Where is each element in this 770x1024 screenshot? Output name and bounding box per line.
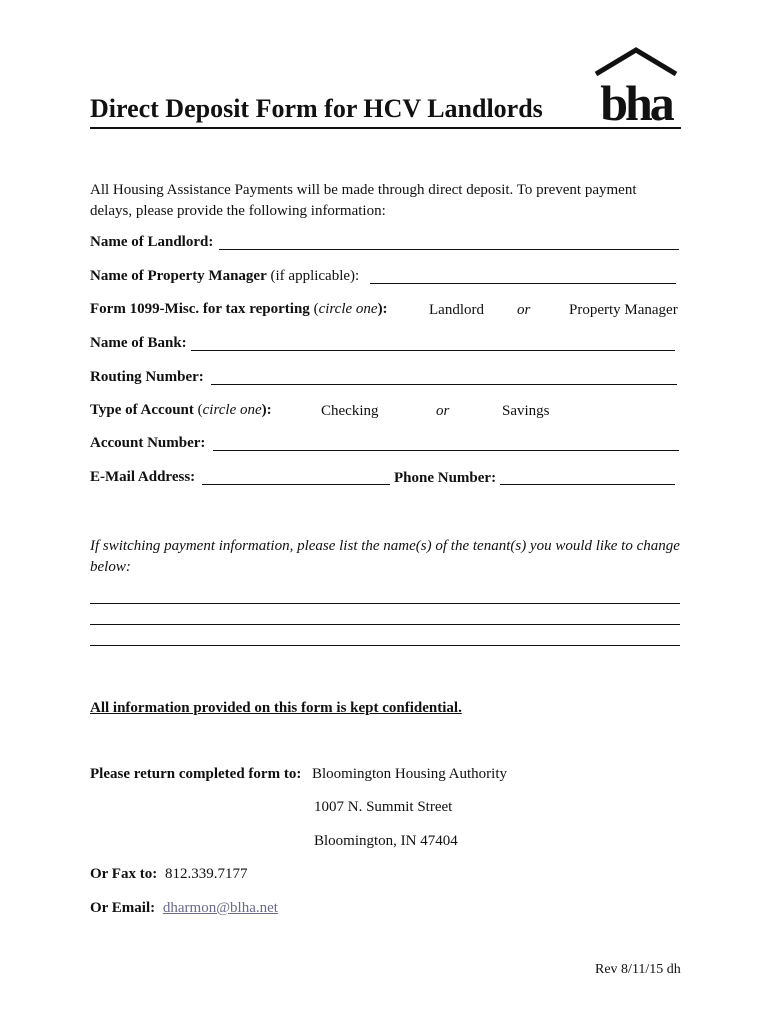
account-type-or: or bbox=[436, 403, 450, 419]
tenant-line-2[interactable] bbox=[90, 624, 680, 625]
phone-number-line[interactable] bbox=[500, 484, 675, 485]
revision-note: Rev 8/11/15 dh bbox=[595, 962, 681, 977]
form-1099-label: Form 1099-Misc. for tax reporting bbox=[90, 301, 310, 317]
return-address-line-3: Bloomington, IN 47404 bbox=[314, 833, 458, 849]
tenant-line-1[interactable] bbox=[90, 603, 680, 604]
fax-row bbox=[90, 865, 247, 883]
form-1099-circle-note: circle one bbox=[318, 301, 378, 317]
landlord-name-label: Name of Landlord: bbox=[90, 234, 214, 250]
form-1099-option-property-manager[interactable]: Property Manager bbox=[569, 302, 678, 318]
bank-name-field bbox=[90, 335, 187, 352]
property-manager-field bbox=[90, 268, 359, 285]
phone-number-label: Phone Number: bbox=[394, 470, 497, 486]
bank-name-label: Name of Bank: bbox=[90, 335, 187, 351]
fax-label: Or Fax to: bbox=[90, 866, 158, 882]
account-type-option-checking[interactable]: Checking bbox=[321, 403, 379, 419]
email-row bbox=[90, 899, 278, 917]
email-contact-label: Or Email: bbox=[90, 900, 156, 916]
account-number-field bbox=[90, 435, 205, 452]
return-address-line-1: Bloomington Housing Authority bbox=[312, 766, 508, 782]
bank-name-line[interactable] bbox=[191, 350, 675, 351]
intro-text: All Housing Assistance Payments will be made through direct deposit. To prevent payment delays, please provide the following information: bbox=[90, 182, 637, 219]
page-title: Direct Deposit Form for HCV Landlords bbox=[90, 94, 543, 123]
form-1099-paren-open: ( bbox=[313, 301, 319, 317]
property-manager-line[interactable] bbox=[370, 283, 676, 284]
landlord-name-field bbox=[90, 234, 213, 251]
account-type-paren-open: ( bbox=[197, 402, 203, 418]
landlord-name-line[interactable] bbox=[219, 249, 679, 250]
account-number-line[interactable] bbox=[213, 450, 679, 451]
account-type-circle-note: circle one bbox=[202, 402, 262, 418]
form-1099-paren-close: ): bbox=[377, 301, 388, 317]
account-type-option-savings[interactable]: Savings bbox=[502, 403, 550, 419]
email-address-field bbox=[90, 469, 195, 486]
title-rule bbox=[90, 127, 681, 129]
property-manager-label: Name of Property Manager bbox=[90, 268, 267, 284]
account-type-label: Type of Account bbox=[90, 402, 194, 418]
form-1099-option-landlord[interactable]: Landlord bbox=[429, 302, 484, 318]
bha-logo bbox=[590, 44, 682, 124]
routing-number-label: Routing Number: bbox=[90, 369, 204, 385]
property-manager-note: (if applicable): bbox=[270, 268, 360, 284]
return-address-line-2: 1007 N. Summit Street bbox=[314, 799, 453, 815]
return-label: Please return completed form to: bbox=[90, 766, 302, 782]
account-number-label: Account Number: bbox=[90, 435, 206, 451]
routing-number-field bbox=[90, 369, 204, 386]
routing-number-line[interactable] bbox=[211, 384, 677, 385]
logo-text: bha bbox=[600, 75, 672, 124]
account-type-paren-close: ): bbox=[261, 402, 272, 418]
account-type-field bbox=[90, 402, 272, 419]
email-address-line[interactable] bbox=[202, 484, 390, 485]
tenant-line-3[interactable] bbox=[90, 645, 680, 646]
email-link[interactable]: dharmon@blha.net bbox=[162, 900, 278, 916]
form-1099-or: or bbox=[517, 302, 531, 318]
fax-number: 812.339.7177 bbox=[164, 866, 248, 882]
form-1099-field bbox=[90, 301, 388, 318]
tenant-note: If switching payment information, please list the name(s) of the tenant(s) you would like to change below: bbox=[90, 538, 680, 575]
email-address-label: E-Mail Address: bbox=[90, 469, 196, 485]
confidential-notice: All information provided on this form is kept confidential. bbox=[90, 700, 462, 716]
